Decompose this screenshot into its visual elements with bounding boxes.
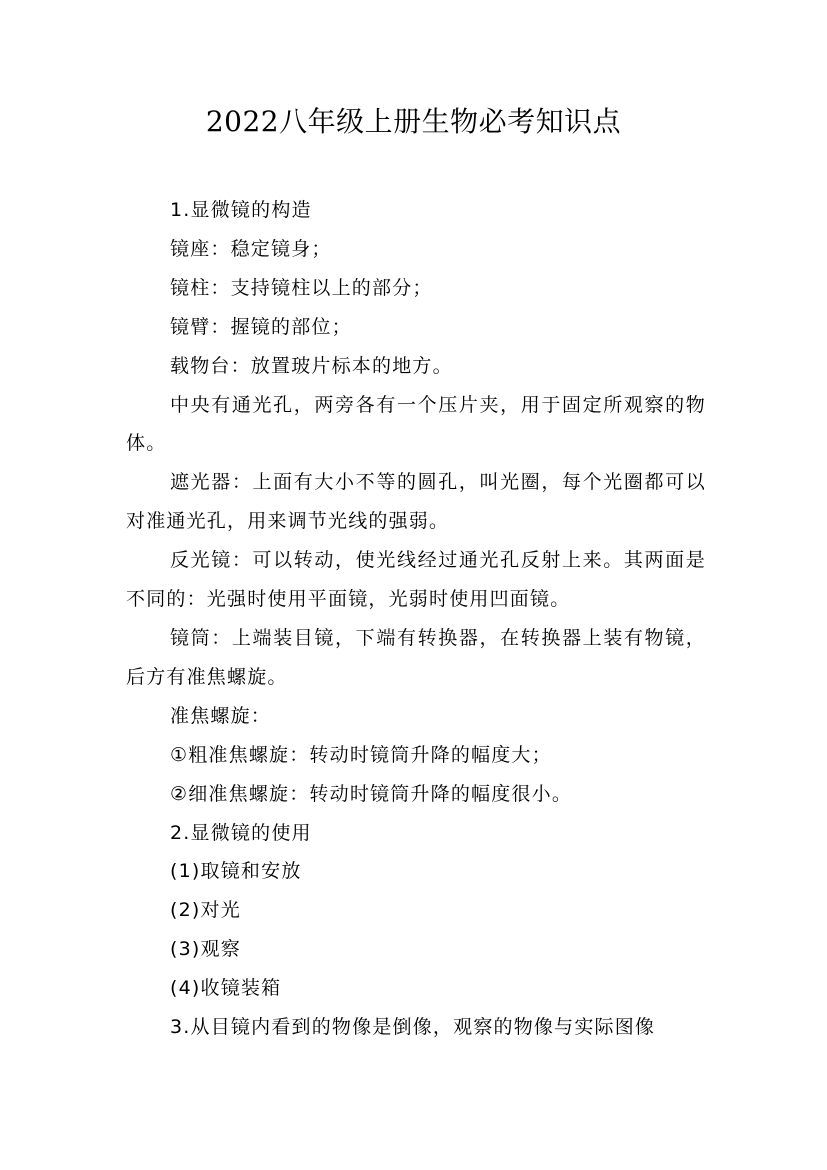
paragraph: 镜座：稳定镜身； <box>170 237 332 260</box>
paragraph: 3.从目镜内看到的物像是倒像，观察的物像与实际图像 <box>170 1016 656 1039</box>
document-body <box>126 191 706 1047</box>
paragraph: 载物台：放置玻片标本的地方。 <box>170 354 453 377</box>
paragraph: 反光镜：可以转动，使光线经过通光孔反射上来。其两面是不同的：光强时使用平面镜，光弱时使用凹面镜。 <box>126 549 706 611</box>
paragraph: (2)对光 <box>170 899 241 922</box>
paragraph: 2.显微镜的使用 <box>170 821 312 844</box>
document-title: 2022八年级上册生物必考知识点 <box>205 105 622 138</box>
paragraph: ②细准焦螺旋：转动时镜筒升降的幅度很小。 <box>170 782 573 805</box>
paragraph: 中央有通光孔，两旁各有一个压片夹，用于固定所观察的物体。 <box>126 393 706 455</box>
paragraph: (1)取镜和安放 <box>170 860 302 883</box>
paragraph: (4)收镜装箱 <box>170 977 282 1000</box>
paragraph: 遮光器：上面有大小不等的圆孔，叫光圈，每个光圈都可以对准通光孔，用来调节光线的强弱。 <box>126 471 706 533</box>
paragraph: 1.显微镜的构造 <box>170 199 312 221</box>
paragraph: 镜柱：支持镜柱以上的部分； <box>170 276 433 299</box>
paragraph: 镜筒：上端装目镜，下端有转换器，在转换器上装有物镜，后方有准焦螺旋。 <box>126 626 706 688</box>
paragraph: (3)观察 <box>170 938 241 961</box>
paragraph: 镜臂：握镜的部位； <box>170 315 352 338</box>
paragraph: ①粗准焦螺旋：转动时镜筒升降的幅度大； <box>170 743 552 766</box>
paragraph: 准焦螺旋： <box>170 704 272 727</box>
